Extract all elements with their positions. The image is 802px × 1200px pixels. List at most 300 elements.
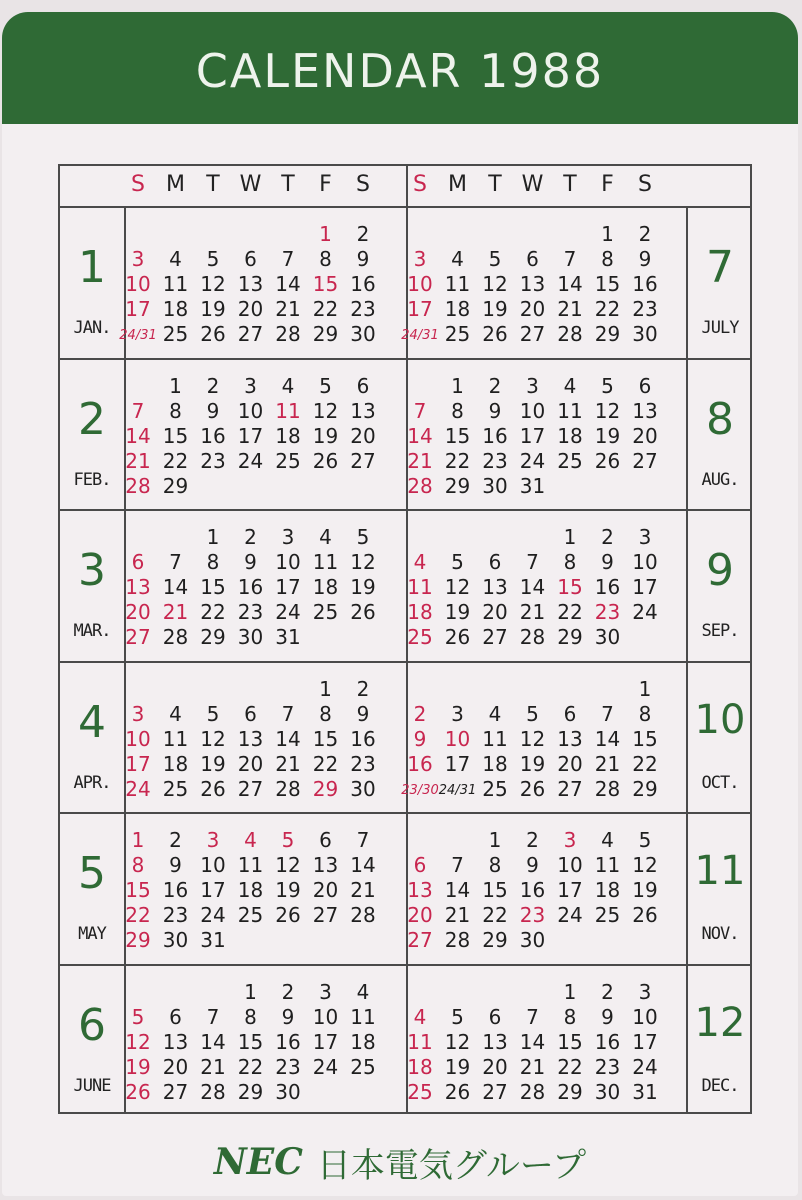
calendar-day: 19 xyxy=(444,1054,471,1079)
calendar-day: 6 xyxy=(356,373,370,398)
calendar-day: 18 xyxy=(162,751,189,776)
calendar-day: 11 xyxy=(557,398,583,423)
holiday-day: 24 xyxy=(125,776,151,801)
calendar-day: 15 xyxy=(312,726,339,751)
calendar-day: 14 xyxy=(519,575,546,599)
holiday-day: 29 xyxy=(312,776,339,801)
calendar-day: 29 xyxy=(162,473,189,498)
calendar-header xyxy=(2,12,798,124)
calendar-day: 18 xyxy=(275,423,301,448)
calendar-day: 20 xyxy=(519,297,546,321)
calendar-day: 21 xyxy=(519,600,546,624)
calendar-day: 26 xyxy=(200,322,226,346)
holiday-day: 26 xyxy=(125,1079,151,1104)
holiday-day: 3 xyxy=(131,247,145,271)
calendar-day: 26 xyxy=(482,322,508,346)
holiday-day: 11 xyxy=(407,575,433,599)
calendar-day: 26 xyxy=(519,776,546,801)
calendar-day: 14 xyxy=(200,1029,226,1054)
holiday-day: 4 xyxy=(413,1004,427,1029)
calendar-day: 1 xyxy=(319,676,332,701)
calendar-day: 11 xyxy=(237,853,264,877)
calendar-day: 6 xyxy=(638,373,652,398)
month-abbreviation: DEC. xyxy=(701,1075,739,1096)
holiday-day: 5 xyxy=(281,828,295,852)
holiday-day: 21 xyxy=(162,600,189,624)
calendar-day: 10 xyxy=(200,853,226,877)
holiday-day: 5 xyxy=(131,1004,145,1029)
calendar-day: 30 xyxy=(594,1079,621,1104)
calendar-day: 24 xyxy=(200,903,226,927)
calendar-day: 13 xyxy=(482,575,508,599)
calendar-day: 12 xyxy=(444,575,471,599)
calendar-day: 18 xyxy=(237,878,264,902)
calendar-day: 12 xyxy=(519,726,546,751)
calendar-day: 6 xyxy=(169,1004,182,1029)
calendar-day: 9 xyxy=(638,247,652,271)
month-number: 5 xyxy=(78,848,106,899)
combined-day: 24/31 xyxy=(438,782,477,798)
holiday-day: 4 xyxy=(413,550,427,574)
calendar-day: 17 xyxy=(632,1029,658,1054)
holiday-day: 29 xyxy=(125,928,151,952)
month-abbreviation: FEB. xyxy=(73,469,111,490)
month-number: 8 xyxy=(706,393,734,445)
calendar-day: 27 xyxy=(237,776,264,801)
calendar-day: 2 xyxy=(526,828,539,852)
month-row-divider xyxy=(60,509,750,511)
calendar-day: 26 xyxy=(632,903,658,927)
calendar-day: 5 xyxy=(526,701,539,726)
holiday-day: 1 xyxy=(319,222,332,246)
calendar-day: 21 xyxy=(275,751,301,776)
holiday-day: 23 xyxy=(519,903,546,927)
calendar-day: 6 xyxy=(319,828,332,852)
calendar-day: 18 xyxy=(557,423,583,448)
calendar-day: 19 xyxy=(444,600,471,624)
calendar-day: 16 xyxy=(594,575,621,599)
holiday-day: 15 xyxy=(125,878,151,902)
calendar-day: 19 xyxy=(350,575,376,599)
combined-day: 24/31 xyxy=(119,328,157,343)
calendar-day: 23 xyxy=(162,903,189,927)
calendar-day: 4 xyxy=(563,373,577,398)
calendar-day: 4 xyxy=(169,247,182,271)
calendar-day: 4 xyxy=(601,828,614,852)
calendar-day: 25 xyxy=(444,322,471,346)
weekday-label: T xyxy=(488,172,502,197)
calendar-day: 18 xyxy=(350,1029,376,1054)
calendar-day: 30 xyxy=(350,776,376,801)
calendar-day: 16 xyxy=(519,878,546,902)
calendar-day: 9 xyxy=(526,853,539,877)
calendar-day: 30 xyxy=(275,1079,301,1104)
calendar-day: 22 xyxy=(162,448,189,473)
calendar-day: 17 xyxy=(632,575,658,599)
calendar-day: 13 xyxy=(557,726,583,751)
calendar-day: 13 xyxy=(632,398,658,423)
holiday-day: 25 xyxy=(407,625,433,649)
calendar-day: 18 xyxy=(482,751,508,776)
calendar-day: 20 xyxy=(237,297,264,321)
calendar-day: 28 xyxy=(200,1079,226,1104)
calendar-day: 16 xyxy=(482,423,508,448)
calendar-day: 9 xyxy=(601,550,614,574)
calendar-day: 17 xyxy=(200,878,226,902)
calendar-day: 3 xyxy=(451,701,464,726)
weekday-label: S xyxy=(638,172,652,197)
calendar-day: 28 xyxy=(275,776,301,801)
calendar-day: 17 xyxy=(237,423,264,448)
calendar-day: 20 xyxy=(350,423,376,448)
holiday-day: 4 xyxy=(244,828,257,852)
calendar-day: 6 xyxy=(244,247,257,271)
calendar-day: 25 xyxy=(312,600,339,624)
calendar-day: 1 xyxy=(638,676,652,701)
calendar-day: 20 xyxy=(557,751,583,776)
calendar-day: 6 xyxy=(488,550,502,574)
calendar-day: 30 xyxy=(632,322,658,346)
weekday-label: S xyxy=(413,172,427,197)
calendar-day: 12 xyxy=(312,398,339,423)
calendar-day: 26 xyxy=(350,600,376,624)
calendar-day: 27 xyxy=(162,1079,189,1104)
month-abbreviation: JAN. xyxy=(73,318,111,338)
calendar-day: 1 xyxy=(206,525,220,549)
calendar-day: 3 xyxy=(638,525,652,549)
month-number: 9 xyxy=(706,545,734,596)
calendar-day: 20 xyxy=(312,878,339,902)
calendar-day: 30 xyxy=(237,625,264,649)
calendar-day: 13 xyxy=(312,853,339,877)
holiday-day: 10 xyxy=(407,272,433,296)
calendar-day: 30 xyxy=(482,473,508,498)
calendar-day: 17 xyxy=(519,423,546,448)
calendar-day: 24 xyxy=(519,448,546,473)
calendar-day: 16 xyxy=(632,272,658,296)
holiday-day: 19 xyxy=(125,1054,151,1079)
holiday-day: 12 xyxy=(125,1029,151,1054)
calendar-day: 2 xyxy=(601,525,614,549)
calendar-day: 7 xyxy=(169,550,182,574)
calendar-grid xyxy=(58,164,752,1114)
holiday-day: 3 xyxy=(206,828,220,852)
calendar-day: 11 xyxy=(162,726,189,751)
calendar-day: 16 xyxy=(275,1029,301,1054)
calendar-day: 22 xyxy=(237,1054,264,1079)
calendar-day: 28 xyxy=(275,322,301,346)
holiday-day: 21 xyxy=(407,448,433,473)
calendar-day: 25 xyxy=(162,776,189,801)
calendar-day: 26 xyxy=(444,1079,471,1104)
calendar-day: 3 xyxy=(319,979,332,1004)
calendar-day: 5 xyxy=(638,828,652,852)
calendar-day: 10 xyxy=(237,398,264,423)
calendar-day: 25 xyxy=(237,903,264,927)
calendar-day: 27 xyxy=(482,625,508,649)
calendar-day: 5 xyxy=(356,525,370,549)
month-abbreviation: AUG. xyxy=(701,469,739,490)
calendar-day: 27 xyxy=(519,322,546,346)
calendar-day: 2 xyxy=(488,373,502,398)
holiday-day: 14 xyxy=(125,423,151,448)
calendar-day: 9 xyxy=(206,398,220,423)
calendar-day: 23 xyxy=(350,297,376,321)
calendar-day: 20 xyxy=(632,423,658,448)
holiday-day: 3 xyxy=(413,247,427,271)
holiday-day: 16 xyxy=(407,751,433,776)
calendar-day: 4 xyxy=(356,979,370,1004)
calendar-day: 12 xyxy=(444,1029,471,1054)
holiday-day: 17 xyxy=(125,751,151,776)
weekday-label: T xyxy=(206,172,220,197)
calendar-day: 17 xyxy=(444,751,471,776)
month-abbreviation: APR. xyxy=(73,772,111,793)
calendar-day: 29 xyxy=(557,625,583,649)
calendar-day: 22 xyxy=(557,1054,583,1079)
calendar-day: 5 xyxy=(488,247,502,271)
holiday-day: 11 xyxy=(275,398,301,423)
weekday-label: W xyxy=(521,172,544,197)
calendar-day: 31 xyxy=(632,1079,658,1104)
calendar-day: 27 xyxy=(632,448,658,473)
calendar-day: 25 xyxy=(557,448,583,473)
calendar-day: 6 xyxy=(244,701,257,726)
holiday-day: 14 xyxy=(407,423,433,448)
calendar-day: 30 xyxy=(350,322,376,346)
holiday-day: 28 xyxy=(407,473,433,498)
calendar-day: 22 xyxy=(444,448,471,473)
calendar-day: 21 xyxy=(519,1054,546,1079)
calendar-day: 21 xyxy=(594,751,621,776)
calendar-day: 2 xyxy=(638,222,652,246)
calendar-day: 10 xyxy=(557,853,583,877)
calendar-day: 19 xyxy=(275,878,301,902)
calendar-day: 20 xyxy=(162,1054,189,1079)
calendar-day: 16 xyxy=(350,726,376,751)
calendar-card xyxy=(2,12,798,1196)
holiday-day: 2 xyxy=(413,701,427,726)
calendar-day: 19 xyxy=(312,423,339,448)
calendar-day: 28 xyxy=(350,903,376,927)
calendar-day: 20 xyxy=(237,751,264,776)
calendar-day: 29 xyxy=(632,776,658,801)
calendar-day: 14 xyxy=(444,878,471,902)
calendar-day: 7 xyxy=(601,701,614,726)
month-number: 4 xyxy=(78,696,106,748)
calendar-day: 28 xyxy=(162,625,189,649)
calendar-day: 24 xyxy=(557,903,583,927)
calendar-day: 14 xyxy=(350,853,376,877)
calendar-day: 8 xyxy=(169,398,182,423)
holiday-day: 9 xyxy=(413,726,427,751)
calendar-day: 20 xyxy=(482,600,508,624)
calendar-day: 15 xyxy=(444,423,471,448)
calendar-day: 1 xyxy=(601,222,614,246)
calendar-day: 24 xyxy=(237,448,264,473)
calendar-day: 5 xyxy=(451,550,464,574)
calendar-day: 21 xyxy=(557,297,583,321)
calendar-day: 19 xyxy=(200,297,226,321)
calendar-day: 28 xyxy=(519,625,546,649)
calendar-day: 22 xyxy=(482,903,508,927)
weekday-label: S xyxy=(356,172,370,197)
holiday-day: 6 xyxy=(131,550,145,574)
calendar-day: 8 xyxy=(563,550,577,574)
holiday-day: 10 xyxy=(444,726,471,751)
month-col-divider xyxy=(686,206,688,1112)
month-number: 6 xyxy=(78,999,106,1051)
month-row-divider xyxy=(60,964,750,966)
calendar-day: 15 xyxy=(200,575,226,599)
holiday-day: 15 xyxy=(557,575,583,599)
calendar-day: 4 xyxy=(169,701,182,726)
calendar-day: 12 xyxy=(275,853,301,877)
calendar-day: 22 xyxy=(200,600,226,624)
month-number: 11 xyxy=(694,848,746,894)
calendar-day: 29 xyxy=(444,473,471,498)
holiday-day: 20 xyxy=(125,600,151,624)
calendar-day: 23 xyxy=(632,297,658,321)
calendar-day: 1 xyxy=(563,525,577,549)
holiday-day: 3 xyxy=(131,701,145,726)
calendar-day: 12 xyxy=(632,853,658,877)
calendar-day: 2 xyxy=(281,979,295,1004)
calendar-day: 3 xyxy=(638,979,652,1004)
month-abbreviation: NOV. xyxy=(701,924,739,944)
holiday-day: 13 xyxy=(407,878,433,902)
calendar-day: 13 xyxy=(162,1029,189,1054)
holiday-day: 10 xyxy=(125,726,151,751)
calendar-day: 6 xyxy=(563,701,577,726)
calendar-day: 3 xyxy=(526,373,539,398)
calendar-day: 22 xyxy=(632,751,658,776)
calendar-day: 27 xyxy=(237,322,264,346)
calendar-day: 28 xyxy=(594,776,621,801)
calendar-day: 15 xyxy=(162,423,189,448)
calendar-day: 29 xyxy=(237,1079,264,1104)
calendar-day: 10 xyxy=(275,550,301,574)
calendar-day: 22 xyxy=(312,751,339,776)
month-abbreviation: MAY xyxy=(78,924,106,944)
month-abbreviation: JULY xyxy=(701,318,739,338)
calendar-day: 21 xyxy=(350,878,376,902)
calendar-day: 8 xyxy=(488,853,502,877)
calendar-day: 19 xyxy=(519,751,546,776)
holiday-day: 21 xyxy=(125,448,151,473)
calendar-day: 14 xyxy=(594,726,621,751)
calendar-day: 22 xyxy=(312,297,339,321)
calendar-day: 30 xyxy=(162,928,189,952)
calendar-day: 11 xyxy=(594,853,621,877)
weekday-label: S xyxy=(131,172,145,197)
calendar-day: 17 xyxy=(312,1029,339,1054)
calendar-day: 26 xyxy=(275,903,301,927)
holiday-day: 6 xyxy=(413,853,427,877)
calendar-title: CALENDAR 1988 xyxy=(195,44,605,98)
calendar-day: 18 xyxy=(162,297,189,321)
calendar-day: 5 xyxy=(319,373,332,398)
calendar-day: 24 xyxy=(275,600,301,624)
calendar-day: 31 xyxy=(200,928,226,952)
calendar-day: 13 xyxy=(237,726,264,751)
month-abbreviation: OCT. xyxy=(701,772,739,793)
calendar-day: 11 xyxy=(162,272,189,296)
holiday-day: 27 xyxy=(125,625,151,649)
holiday-day: 15 xyxy=(312,272,339,296)
calendar-day: 5 xyxy=(451,1004,464,1029)
calendar-day: 13 xyxy=(237,272,264,296)
calendar-day: 10 xyxy=(632,1004,658,1029)
calendar-day: 16 xyxy=(237,575,264,599)
weekday-label: T xyxy=(563,172,577,197)
calendar-day: 11 xyxy=(444,272,471,296)
calendar-day: 11 xyxy=(482,726,508,751)
calendar-day: 16 xyxy=(350,272,376,296)
calendar-day: 24 xyxy=(632,600,658,624)
calendar-day: 19 xyxy=(200,751,226,776)
month-row-divider xyxy=(60,812,750,814)
holiday-day: 17 xyxy=(407,297,433,321)
month-abbreviation: JUNE xyxy=(73,1075,111,1096)
holiday-day: 11 xyxy=(407,1029,433,1054)
calendar-day: 8 xyxy=(563,1004,577,1029)
calendar-day: 28 xyxy=(557,322,583,346)
calendar-day: 9 xyxy=(169,853,182,877)
month-number: 2 xyxy=(78,393,106,445)
holiday-day: 23 xyxy=(594,600,621,624)
calendar-day: 27 xyxy=(482,1079,508,1104)
holiday-day: 25 xyxy=(407,1079,433,1104)
calendar-day: 10 xyxy=(632,550,658,574)
calendar-day: 28 xyxy=(444,928,471,952)
calendar-day: 8 xyxy=(319,701,332,726)
month-number: 7 xyxy=(706,242,734,293)
calendar-day: 23 xyxy=(200,448,226,473)
calendar-day: 17 xyxy=(557,878,583,902)
calendar-day: 8 xyxy=(319,247,332,271)
weekday-label: W xyxy=(239,172,262,197)
calendar-day: 21 xyxy=(200,1054,226,1079)
calendar-day: 9 xyxy=(244,550,257,574)
calendar-day: 8 xyxy=(206,550,220,574)
calendar-day: 4 xyxy=(281,373,295,398)
calendar-day: 14 xyxy=(519,1029,546,1054)
calendar-day: 7 xyxy=(451,853,464,877)
calendar-day: 14 xyxy=(275,726,301,751)
calendar-day: 12 xyxy=(594,398,621,423)
calendar-day: 7 xyxy=(281,247,295,271)
holiday-day: 18 xyxy=(407,1054,433,1079)
calendar-day: 26 xyxy=(200,776,226,801)
calendar-day: 11 xyxy=(312,550,339,574)
calendar-day: 13 xyxy=(519,272,546,296)
calendar-day: 23 xyxy=(350,751,376,776)
calendar-day: 12 xyxy=(350,550,376,574)
calendar-day: 10 xyxy=(312,1004,339,1029)
month-abbreviation: SEP. xyxy=(701,621,739,641)
calendar-day: 24 xyxy=(312,1054,339,1079)
calendar-day: 2 xyxy=(356,676,370,701)
calendar-day: 7 xyxy=(281,701,295,726)
calendar-day: 8 xyxy=(244,1004,257,1029)
calendar-day: 8 xyxy=(601,247,614,271)
weekday-label: M xyxy=(448,172,467,197)
calendar-day: 26 xyxy=(594,448,621,473)
calendar-day: 25 xyxy=(350,1054,376,1079)
holiday-day: 28 xyxy=(125,473,151,498)
calendar-day: 6 xyxy=(488,1004,502,1029)
